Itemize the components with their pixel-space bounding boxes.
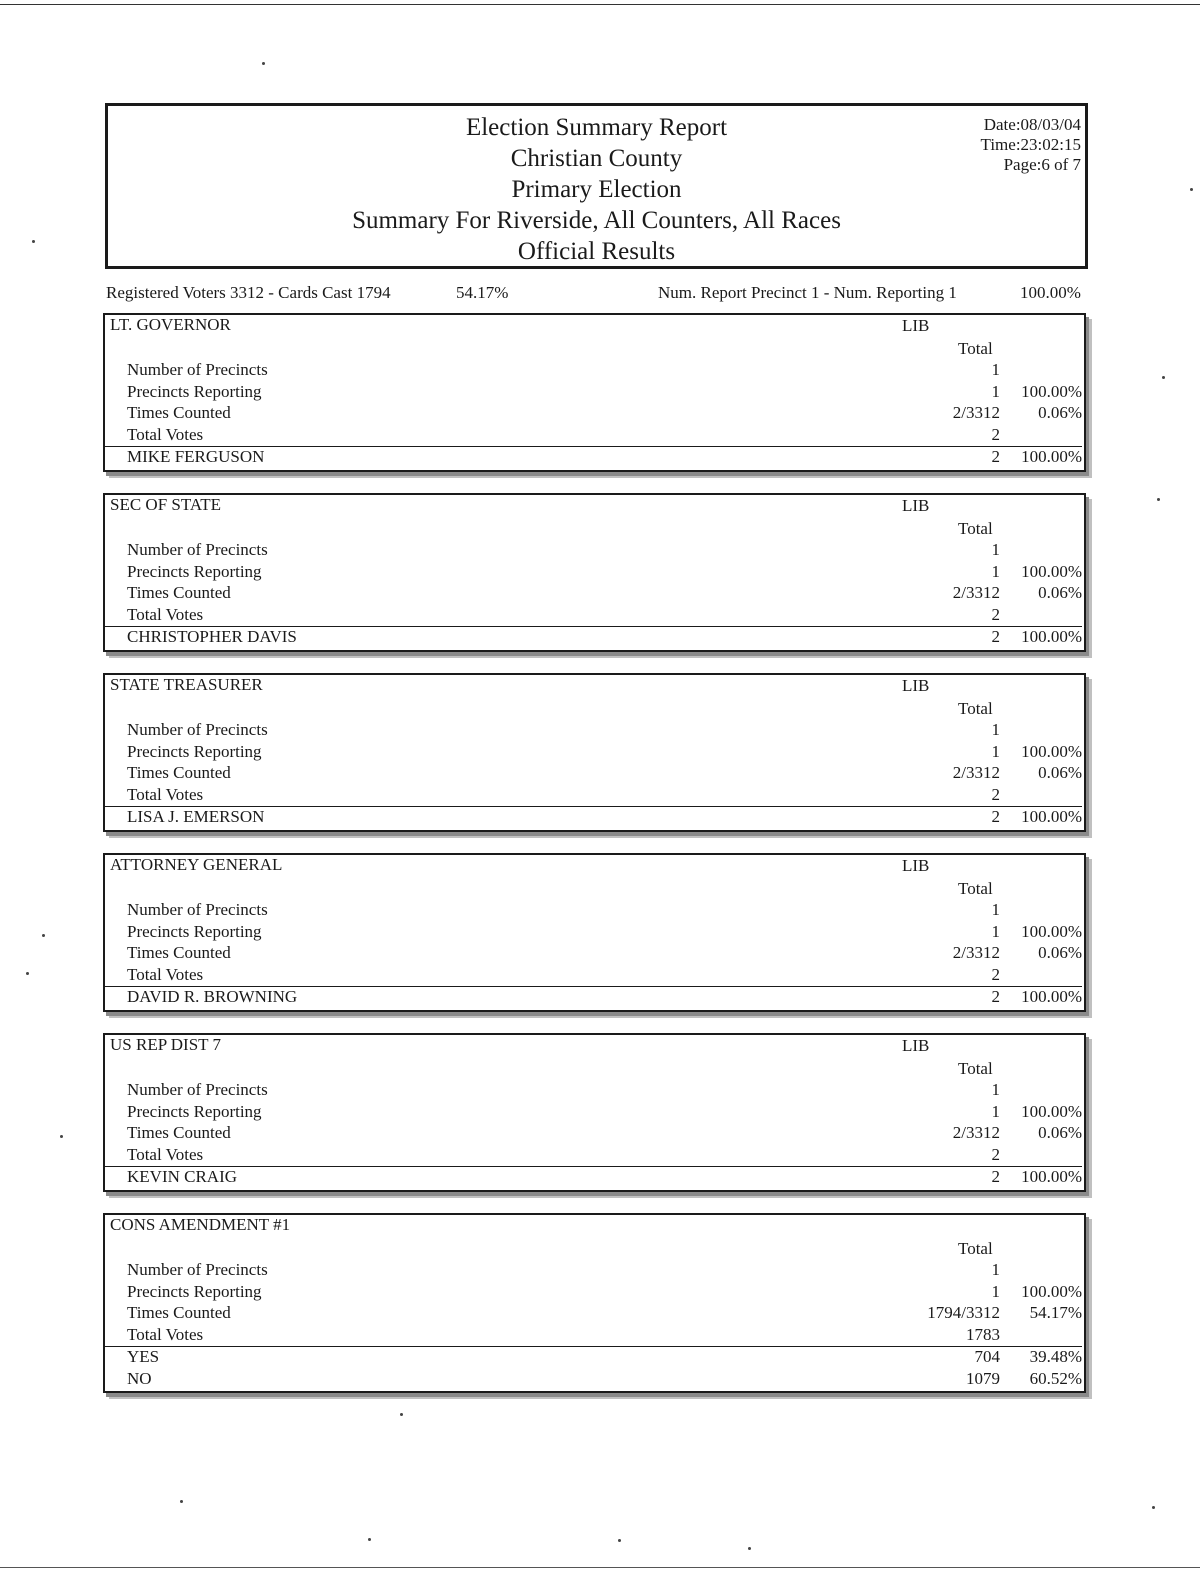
- total-column-header: Total: [958, 519, 993, 538]
- results-status: Official Results: [517, 238, 676, 265]
- scan-speck: [618, 1539, 621, 1542]
- county-name: Christian County: [510, 145, 683, 172]
- stat-value: 1: [991, 900, 1000, 919]
- stat-value: 1794/3312: [927, 1303, 1000, 1322]
- candidate-name: DAVID R. BROWNING: [127, 987, 298, 1006]
- stat-value: 1: [991, 360, 1000, 379]
- stat-value: 1: [991, 382, 1000, 401]
- report-page: Page:6 of 7: [1003, 155, 1081, 174]
- candidate-percent: 100.00%: [1021, 627, 1082, 646]
- stat-label: Times Counted: [127, 1303, 231, 1322]
- party-label: LIB: [902, 676, 930, 695]
- stat-row: [127, 1080, 1082, 1102]
- total-column-header: Total: [958, 1239, 993, 1258]
- candidate-percent: 39.48%: [1029, 1347, 1082, 1366]
- stat-label: Number of Precincts: [127, 720, 268, 739]
- stat-percent: 100.00%: [1021, 1102, 1082, 1121]
- candidate-percent: 100.00%: [1021, 1167, 1082, 1186]
- stat-row: [127, 742, 1082, 764]
- stat-value: 1: [991, 1282, 1000, 1301]
- stat-row: [127, 382, 1082, 404]
- stat-label: Number of Precincts: [127, 1080, 268, 1099]
- stat-value: 1: [991, 1260, 1000, 1279]
- stat-label: Times Counted: [127, 403, 231, 422]
- stat-row: [127, 1303, 1082, 1325]
- precincts-reporting-percent: 100.00%: [1020, 283, 1081, 302]
- stat-row: [127, 583, 1082, 605]
- candidate-name: YES: [127, 1347, 160, 1366]
- stat-label: Number of Precincts: [127, 900, 268, 919]
- scan-speck: [42, 934, 45, 937]
- total-column-header: Total: [958, 879, 993, 898]
- race-section: [103, 853, 1086, 1012]
- stat-row: [127, 360, 1082, 382]
- precincts-reporting-summary: Num. Report Precinct 1 - Num. Reporting 1: [658, 283, 957, 302]
- stat-label: Precincts Reporting: [127, 562, 262, 581]
- candidate-percent: 100.00%: [1021, 447, 1082, 466]
- stat-value: 2: [991, 965, 1000, 984]
- stat-row: [127, 1282, 1082, 1304]
- stat-label: Times Counted: [127, 583, 231, 602]
- candidate-percent: 60.52%: [1029, 1369, 1082, 1388]
- stat-row: [127, 1145, 1082, 1167]
- scan-speck: [368, 1538, 371, 1541]
- total-column-header: Total: [958, 1059, 993, 1078]
- stat-row: [127, 720, 1082, 742]
- stat-label: Total Votes: [127, 1145, 204, 1164]
- stat-percent: 0.06%: [1038, 763, 1082, 782]
- stat-row: [127, 403, 1082, 425]
- stat-percent: 100.00%: [1021, 382, 1082, 401]
- stat-value: 1: [991, 1080, 1000, 1099]
- stat-row: [127, 1260, 1082, 1282]
- candidate-percent: 100.00%: [1021, 987, 1082, 1006]
- scan-speck: [32, 240, 35, 243]
- stat-label: Number of Precincts: [127, 360, 268, 379]
- stat-label: Precincts Reporting: [127, 742, 262, 761]
- scan-speck: [1162, 376, 1165, 379]
- stat-row: [127, 900, 1082, 922]
- stat-row: [127, 562, 1082, 584]
- stat-value: 1: [991, 540, 1000, 559]
- scan-speck: [26, 972, 29, 975]
- candidate-row: [127, 807, 1082, 829]
- scan-speck: [1152, 1506, 1155, 1509]
- race-name: US REP DIST 7: [110, 1035, 221, 1054]
- candidate-name: KEVIN CRAIG: [127, 1167, 238, 1186]
- stat-row: [127, 922, 1082, 944]
- scan-speck: [1190, 188, 1193, 191]
- candidate-votes: 2: [991, 627, 1000, 646]
- stat-value: 2: [991, 785, 1000, 804]
- candidate-votes: 2: [991, 987, 1000, 1006]
- race-section: [103, 673, 1086, 832]
- stat-value: 2: [991, 425, 1000, 444]
- stat-label: Number of Precincts: [127, 1260, 268, 1279]
- candidate-percent: 100.00%: [1021, 807, 1082, 826]
- report-header: [105, 103, 1088, 269]
- candidate-votes: 2: [991, 807, 1000, 826]
- race-name: SEC OF STATE: [110, 495, 222, 514]
- stat-value: 2/3312: [952, 403, 1000, 422]
- stat-row: [127, 763, 1082, 785]
- stat-percent: 100.00%: [1021, 742, 1082, 761]
- party-label: LIB: [902, 316, 930, 335]
- stat-label: Times Counted: [127, 763, 231, 782]
- stat-row: [127, 540, 1082, 562]
- stat-label: Precincts Reporting: [127, 382, 262, 401]
- stat-label: Total Votes: [127, 785, 204, 804]
- candidate-votes: 2: [991, 1167, 1000, 1186]
- registered-voters-summary: Registered Voters 3312 - Cards Cast 1794: [106, 283, 391, 302]
- party-label: LIB: [902, 856, 930, 875]
- stat-row: [127, 1102, 1082, 1124]
- report-title: Election Summary Report: [465, 114, 728, 141]
- race-name: STATE TREASURER: [110, 675, 263, 694]
- stat-row: [127, 1123, 1082, 1145]
- race-name: LT. GOVERNOR: [110, 315, 231, 334]
- scan-speck: [180, 1500, 183, 1503]
- stat-row: [127, 943, 1082, 965]
- stat-value: 1783: [966, 1325, 1000, 1344]
- candidate-votes: 704: [974, 1347, 1000, 1366]
- stat-percent: 0.06%: [1038, 403, 1082, 422]
- candidate-name: LISA J. EMERSON: [127, 807, 265, 826]
- stat-percent: 100.00%: [1021, 922, 1082, 941]
- stat-percent: 0.06%: [1038, 583, 1082, 602]
- stat-percent: 0.06%: [1038, 1123, 1082, 1142]
- stat-label: Total Votes: [127, 605, 204, 624]
- stat-label: Precincts Reporting: [127, 1282, 262, 1301]
- total-column-header: Total: [958, 699, 993, 718]
- candidate-votes: 2: [991, 447, 1000, 466]
- candidate-name: NO: [127, 1369, 152, 1388]
- stat-percent: 100.00%: [1021, 562, 1082, 581]
- stat-row: [127, 605, 1082, 627]
- scan-speck: [748, 1547, 751, 1550]
- report-title-block: [108, 112, 1085, 267]
- stat-label: Total Votes: [127, 1325, 204, 1344]
- total-column-header: Total: [958, 339, 993, 358]
- scan-speck: [262, 62, 265, 65]
- stat-label: Times Counted: [127, 1123, 231, 1142]
- stat-value: 1: [991, 742, 1000, 761]
- race-name: CONS AMENDMENT #1: [110, 1215, 291, 1234]
- candidate-row: [127, 987, 1082, 1009]
- candidate-votes: 1079: [966, 1369, 1000, 1388]
- stat-value: 1: [991, 720, 1000, 739]
- candidate-name: MIKE FERGUSON: [127, 447, 265, 466]
- race-section: [103, 1213, 1086, 1393]
- stat-value: 2: [991, 1145, 1000, 1164]
- stat-percent: 0.06%: [1038, 943, 1082, 962]
- stat-value: 2/3312: [952, 1123, 1000, 1142]
- candidate-name: CHRISTOPHER DAVIS: [127, 627, 297, 646]
- report-meta: [981, 115, 1081, 175]
- race-name: ATTORNEY GENERAL: [110, 855, 283, 874]
- stat-value: 2/3312: [952, 763, 1000, 782]
- election-type: Primary Election: [511, 176, 682, 203]
- report-date: Date:08/03/04: [983, 115, 1081, 134]
- stat-value: 2/3312: [952, 943, 1000, 962]
- stat-value: 1: [991, 1102, 1000, 1121]
- scan-speck: [1157, 498, 1160, 501]
- stat-label: Times Counted: [127, 943, 231, 962]
- stat-row: [127, 785, 1082, 807]
- stat-value: 2: [991, 605, 1000, 624]
- candidate-row: [127, 1167, 1082, 1189]
- race-section: [103, 313, 1086, 472]
- stat-value: 1: [991, 922, 1000, 941]
- stat-row: [127, 965, 1082, 987]
- report-time: Time:23:02:15: [980, 135, 1081, 154]
- stat-row: [127, 1325, 1082, 1347]
- candidate-row: [127, 1347, 1082, 1369]
- stat-row: [127, 425, 1082, 447]
- stat-percent: 100.00%: [1021, 1282, 1082, 1301]
- stat-value: 1: [991, 562, 1000, 581]
- candidate-row: [127, 627, 1082, 649]
- party-label: LIB: [902, 1036, 930, 1055]
- race-section: [103, 493, 1086, 652]
- cards-cast-percent: 54.17%: [456, 283, 509, 302]
- scan-edge-top: [0, 4, 1200, 5]
- stat-label: Number of Precincts: [127, 540, 268, 559]
- stat-label: Precincts Reporting: [127, 1102, 262, 1121]
- party-label: LIB: [902, 496, 930, 515]
- stat-percent: 54.17%: [1029, 1303, 1082, 1322]
- stat-label: Total Votes: [127, 965, 204, 984]
- stat-value: 2/3312: [952, 583, 1000, 602]
- stat-label: Total Votes: [127, 425, 204, 444]
- summary-scope: Summary For Riverside, All Counters, All Races: [352, 207, 841, 234]
- scan-edge-bottom: [0, 1567, 1200, 1568]
- stat-label: Precincts Reporting: [127, 922, 262, 941]
- candidate-row: [127, 1369, 1082, 1391]
- scan-speck: [60, 1135, 63, 1138]
- candidate-row: [127, 447, 1082, 469]
- race-section: [103, 1033, 1086, 1192]
- scan-speck: [400, 1413, 403, 1416]
